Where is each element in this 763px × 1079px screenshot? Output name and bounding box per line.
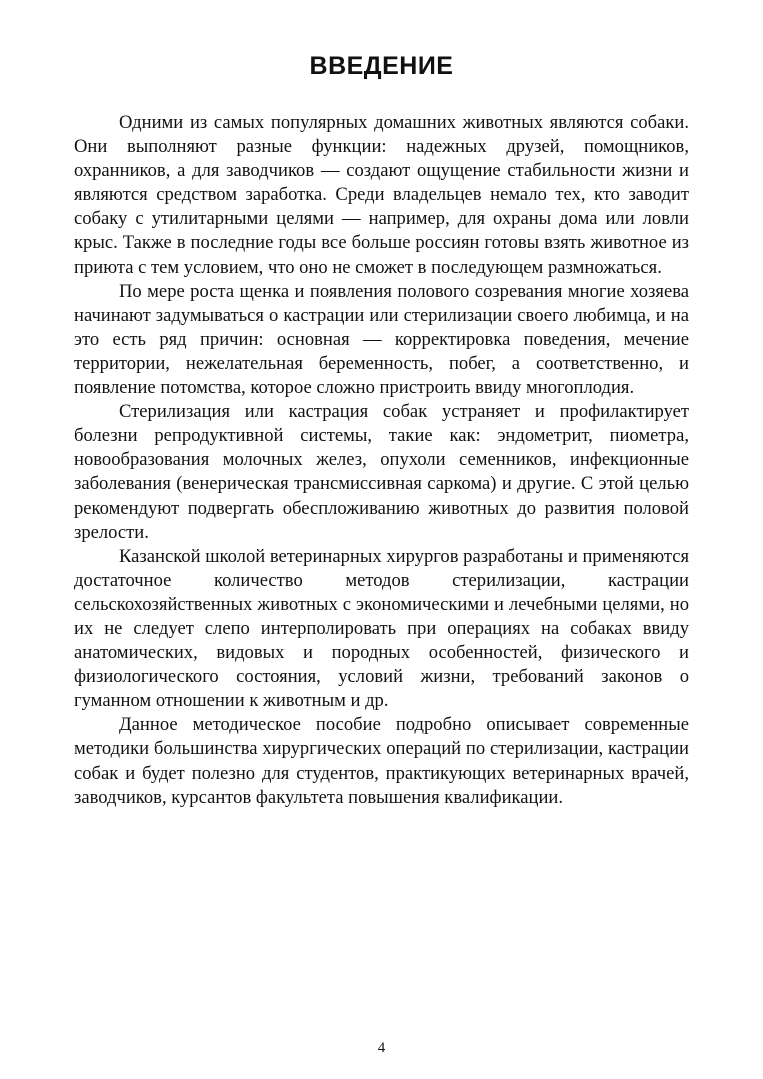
paragraph-4: Казанской школой ветеринарных хирургов разработаны и применяются достаточное количество методов стерилизации, кастрации сельскохозяйственных животных с экономическими и лечебными целями, но их не следует слепо интерполировать при операциях на собаках ввиду анатомических, видовых и породных особенностей, физического и физиологического состояния, условий жизни, требований законов о гуманном отношении к животным и др. [74,545,689,712]
paragraph-3: Стерилизация или кастрация собак устраняет и профилактирует болезни репродуктивной системы, такие как: эндометрит, пиометра, новообразования молочных желез, опухоли семенников, инфекционные заболевания (венерическая трансмиссивная саркома) и другие. С этой целью рекомендуют подвергать обеспложиванию животных до развития половой зрелости. [74,401,689,543]
paragraph-1: Одними из самых популярных домашних животных являются собаки. Они выполняют разные функции: надежных друзей, помощников, охранников, а для заводчиков — создают ощущение стабильности жизни и являются средством заработка. Среди владельцев немало тех, кто заводит собаку с утилитарными целями — например, для охраны дома или ловли крыс. Также в последние годы все больше россиян готовы взять животное из приюта с тем условием, что оно не сможет в последующем размножаться. [74,112,689,278]
paragraph-2: По мере роста щенка и появления полового созревания многие хозяева начинают задумываться о кастрации или стерилизации своего любимца, и на это есть ряд причин: основная — корректировка поведения, мечение территории, нежелательная беременность, побег, а соответственно, и появление потомства, которое сложно пристроить ввиду многоплодия. [74,280,689,399]
page-number: 4 [377,1040,386,1056]
body-text [74,111,689,810]
page-title: ВВЕДЕНИЕ [309,52,454,80]
paragraph-5: Данное методическое пособие подробно описывает современные методики большинства хирургических операций по стерилизации, кастрации собак и будет полезно для студентов, практикующих ветеринарных врачей, заводчиков, курсантов факультета повышения квалификации. [74,714,689,808]
